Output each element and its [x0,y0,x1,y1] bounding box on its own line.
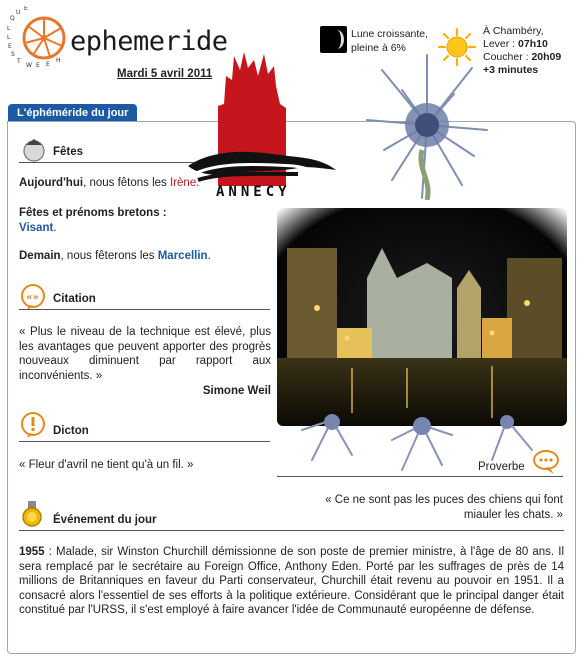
evenement-text: 1955 : Malade, sir Winston Churchill démissionne de son poste de premier ministre, à l'âge de 80 ans. Il sera remplacé par le secrétaire au Foreign Office, Anthony Eden. Porté par les suffrages de près de 14 millions de Britanniques en faveur du Parti conservateur, Churchill était revenu au pouvoir en 1951. Il a consacré alors l'essentiel de ses efforts à la politique extérieure. Considérant que le principal danger était constitué par l'URSS, il s'est employé à faire avancer l'idée de Communauté européenne de défense. [19,546,564,616]
current-date: Mardi 5 avril 2011 [117,68,213,80]
svg-text:L: L [7,34,11,41]
svg-text:E: E [36,62,40,68]
fete-name-irene[interactable]: Irène [170,177,197,189]
citation-text: « Plus le niveau de la technique est élevé, plus les avantages que peuvent apporter des progrès nouveaux diminuent par rapport aux inconvénients. » [19,326,271,382]
ephemeride-tab[interactable]: L'éphéméride du jour [8,104,137,122]
annecy-wordmark: ANNECY [216,184,291,200]
svg-text:T: T [17,58,21,65]
dicton-icon [19,411,47,439]
sun-times [483,25,561,77]
evenement-icon [19,500,47,528]
annecy-palais-photo [277,208,567,426]
citation-divider [19,309,270,310]
svg-text:E: E [24,6,28,12]
svg-text:Q: Q [10,15,15,22]
sun-extra: +3 minutes [483,64,539,76]
proverbe-text: « Ce ne sont pas les puces des chiens qui font miauler les chats. » [325,494,563,521]
sun-lever: Lever : 07h10 [483,38,548,50]
svg-text:H: H [56,57,61,64]
dicton-divider [19,441,270,442]
fete-name-visant[interactable]: Visant [19,221,54,234]
svg-text:«»: «» [26,292,39,303]
dicton-text: « Fleur d'avril ne tient qu'à un fil. » [19,459,194,471]
moon-line2: pleine à 6% [351,42,406,54]
fete-name-marcellin[interactable]: Marcellin [157,250,208,262]
fetes-icon [20,135,48,163]
brand-title[interactable]: ephemeride [70,26,228,57]
fetes-today: Aujourd'hui, nous fêtons les Irène. [19,177,200,189]
svg-text:L: L [7,25,11,32]
svg-text:S: S [11,51,15,58]
sun-coucher: Coucher : 20h09 [483,51,562,63]
citation-icon [19,283,47,311]
sun-city: À Chambéry, [483,25,544,37]
evenement-divider [19,530,564,531]
evenement-title: Événement du jour [53,514,157,526]
thistle-flower-top [362,50,492,200]
moon-line1: Lune croissante, [351,28,429,40]
lavender-flowers-bottom [292,410,542,480]
citation-title: Citation [53,293,96,305]
fetes-title: Fêtes [53,146,84,158]
proverbe-title: Proverbe [478,461,525,473]
fetes-tomorrow: Demain, nous fêterons les Marcellin. [19,250,211,262]
svg-text:E: E [46,61,50,68]
svg-text:U: U [16,9,21,16]
svg-text:W: W [26,62,32,68]
evenement-year: 1955 [19,546,45,558]
citation-author[interactable]: Simone Weil [202,385,271,397]
fetes-bretons: Fêtes et prénoms bretons : Visant. [19,207,167,234]
svg-text:E: E [8,43,12,50]
dicton-title: Dicton [53,425,89,437]
calendar-wheel-icon [6,6,68,68]
